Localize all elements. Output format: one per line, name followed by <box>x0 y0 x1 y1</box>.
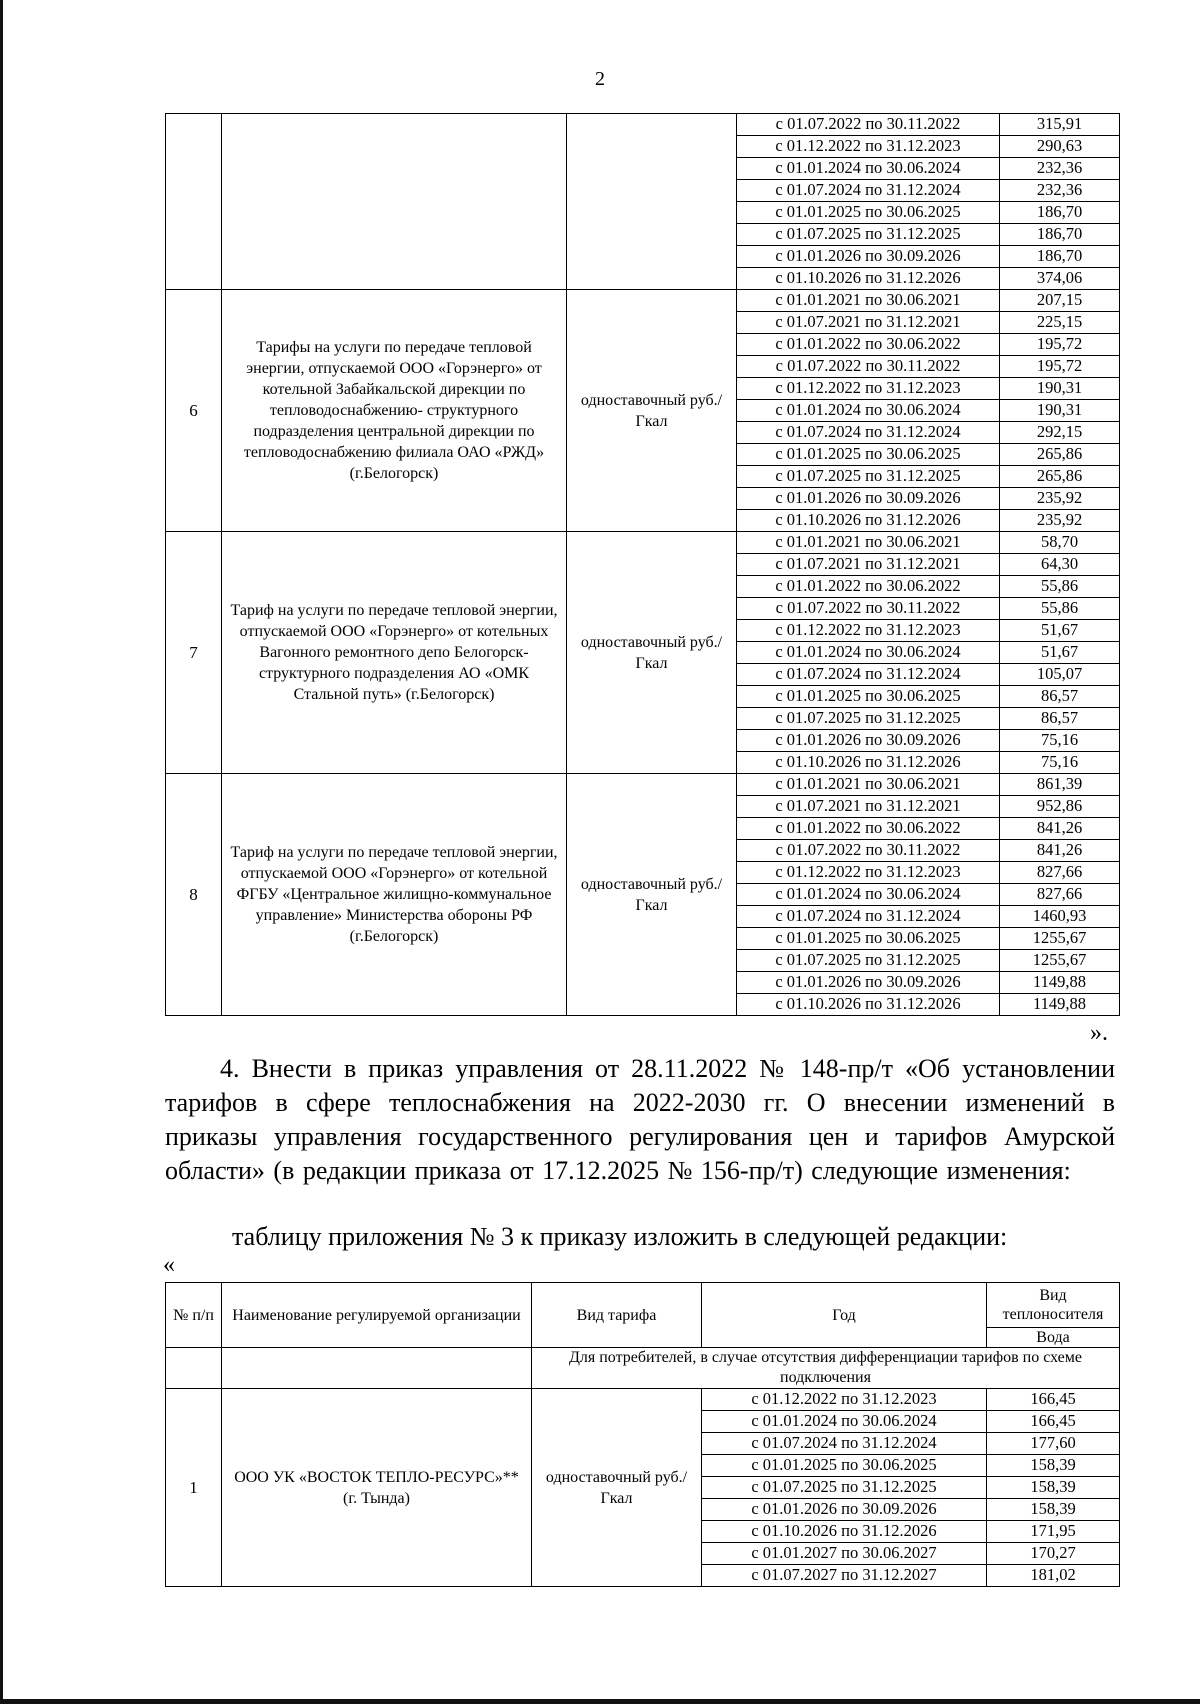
tariff-kind <box>567 114 737 290</box>
tariff-value-cell: 166,45 <box>987 1411 1120 1433</box>
table-row <box>166 532 1120 554</box>
header-carrier: Вид теплоносителя <box>987 1283 1120 1328</box>
period-cell: с 01.07.2024 по 31.12.2024 <box>737 664 1000 686</box>
appendix3-table <box>165 1282 1120 1587</box>
period-cell: с 01.01.2025 по 30.06.2025 <box>737 444 1000 466</box>
tariff-kind: одноставочный руб./Гкал <box>567 774 737 1016</box>
row-number: 7 <box>166 532 222 774</box>
period-cell: с 01.12.2022 по 31.12.2023 <box>702 1389 987 1411</box>
tariff-value-cell: 827,66 <box>1000 884 1120 906</box>
table-row <box>166 774 1120 796</box>
period-cell: с 01.07.2022 по 30.11.2022 <box>737 356 1000 378</box>
tariff-value-cell: 861,39 <box>1000 774 1120 796</box>
tariff-value-cell: 235,92 <box>1000 510 1120 532</box>
tariff-value-cell: 207,15 <box>1000 290 1120 312</box>
period-cell: с 01.07.2021 по 31.12.2021 <box>737 312 1000 334</box>
period-cell: с 01.01.2025 по 30.06.2025 <box>737 686 1000 708</box>
period-cell: с 01.07.2025 по 31.12.2025 <box>737 950 1000 972</box>
tariff-value-cell: 171,95 <box>987 1521 1120 1543</box>
period-cell: с 01.01.2022 по 30.06.2022 <box>737 576 1000 598</box>
period-cell: с 01.07.2022 по 30.11.2022 <box>737 114 1000 136</box>
period-cell: с 01.01.2026 по 30.09.2026 <box>702 1499 987 1521</box>
tariff-value-cell: 177,60 <box>987 1433 1120 1455</box>
tariff-value-cell: 75,16 <box>1000 752 1120 774</box>
tariff-value-cell: 190,31 <box>1000 378 1120 400</box>
period-cell: с 01.12.2022 по 31.12.2023 <box>737 378 1000 400</box>
tariff-value-cell: 290,63 <box>1000 136 1120 158</box>
tariff-value-cell: 190,31 <box>1000 400 1120 422</box>
table-row <box>166 290 1120 312</box>
tariff-value-cell: 1460,93 <box>1000 906 1120 928</box>
tariff-kind: одноставочный руб./Гкал <box>567 290 737 532</box>
tariff-value-cell: 195,72 <box>1000 356 1120 378</box>
tariff-value-cell: 315,91 <box>1000 114 1120 136</box>
tariff-value-cell: 51,67 <box>1000 642 1120 664</box>
period-cell: с 01.10.2026 по 31.12.2026 <box>737 510 1000 532</box>
tariff-value-cell: 166,45 <box>987 1389 1120 1411</box>
table-row <box>166 1389 1120 1411</box>
tariff-value-cell: 235,92 <box>1000 488 1120 510</box>
tariff-value-cell: 232,36 <box>1000 180 1120 202</box>
organization-name: ООО УК «ВОСТОК ТЕПЛО-РЕСУРС»** (г. Тында) <box>222 1389 532 1587</box>
row-number: 1 <box>166 1389 222 1587</box>
tariff-value-cell: 181,02 <box>987 1565 1120 1587</box>
period-cell: с 01.07.2021 по 31.12.2021 <box>737 796 1000 818</box>
tariff-value-cell: 1149,88 <box>1000 972 1120 994</box>
tariff-value-cell: 86,57 <box>1000 686 1120 708</box>
tariff-value-cell: 1255,67 <box>1000 950 1120 972</box>
tariff-value-cell: 186,70 <box>1000 224 1120 246</box>
period-cell: с 01.01.2024 по 30.06.2024 <box>737 884 1000 906</box>
period-cell: с 01.07.2024 по 31.12.2024 <box>737 422 1000 444</box>
period-cell: с 01.01.2022 по 30.06.2022 <box>737 334 1000 356</box>
organization-name: Тариф на услуги по передаче тепловой энергии, отпускаемой ООО «Горэнерго» от котельных Вагонного ремонтного депо Белогорск-структурного подразделения АО «ОМК Стальной путь» (г.Белогорск) <box>222 532 567 774</box>
period-cell: с 01.07.2027 по 31.12.2027 <box>702 1565 987 1587</box>
period-cell: с 01.01.2024 по 30.06.2024 <box>737 642 1000 664</box>
tariff-value-cell: 64,30 <box>1000 554 1120 576</box>
period-cell: с 01.10.2026 по 31.12.2026 <box>737 994 1000 1016</box>
tariff-value-cell: 1149,88 <box>1000 994 1120 1016</box>
period-cell: с 01.07.2024 по 31.12.2024 <box>737 906 1000 928</box>
instruction-line: таблицу приложения № 3 к приказу изложить в следующей редакции: <box>232 1222 1008 1251</box>
page-number: 2 <box>595 68 605 90</box>
closing-quote: ». <box>1090 1020 1108 1046</box>
tariff-value-cell: 841,26 <box>1000 818 1120 840</box>
tariff-value-cell: 55,86 <box>1000 598 1120 620</box>
tariff-value-cell: 374,06 <box>1000 268 1120 290</box>
tariff-value-cell: 195,72 <box>1000 334 1120 356</box>
period-cell: с 01.01.2024 по 30.06.2024 <box>737 400 1000 422</box>
opening-quote: « <box>163 1252 175 1278</box>
period-cell: с 01.07.2024 по 31.12.2024 <box>702 1433 987 1455</box>
header-year: Год <box>702 1283 987 1348</box>
period-cell: с 01.07.2025 по 31.12.2025 <box>737 224 1000 246</box>
tariff-value-cell: 186,70 <box>1000 202 1120 224</box>
period-cell: с 01.01.2025 по 30.06.2025 <box>737 928 1000 950</box>
period-cell: с 01.01.2025 по 30.06.2025 <box>702 1455 987 1477</box>
period-cell: с 01.10.2026 по 31.12.2026 <box>702 1521 987 1543</box>
tariff-value-cell: 158,39 <box>987 1477 1120 1499</box>
period-cell: с 01.01.2021 по 30.06.2021 <box>737 532 1000 554</box>
header-org: Наименование регулируемой организации <box>222 1283 532 1348</box>
period-cell: с 01.10.2026 по 31.12.2026 <box>737 752 1000 774</box>
tariff-value-cell: 1255,67 <box>1000 928 1120 950</box>
tariff-value-cell: 170,27 <box>987 1543 1120 1565</box>
row-number: 6 <box>166 290 222 532</box>
table-row <box>166 114 1120 136</box>
period-cell: с 01.07.2025 по 31.12.2025 <box>737 708 1000 730</box>
tariff-value-cell: 86,57 <box>1000 708 1120 730</box>
period-cell: с 01.07.2022 по 30.11.2022 <box>737 840 1000 862</box>
tariff-value-cell: 827,66 <box>1000 862 1120 884</box>
scan-border-left <box>0 0 3 1704</box>
period-cell: с 01.07.2021 по 31.12.2021 <box>737 554 1000 576</box>
period-cell: с 01.01.2024 по 30.06.2024 <box>702 1411 987 1433</box>
tariff-value-cell: 58,70 <box>1000 532 1120 554</box>
tariff-kind: одноставочный руб./Гкал <box>567 532 737 774</box>
header-carrier-water: Вода <box>987 1328 1120 1348</box>
period-cell: с 01.01.2021 по 30.06.2021 <box>737 290 1000 312</box>
tariff-table-continued <box>165 113 1120 1016</box>
scan-border-bottom <box>0 1699 1200 1704</box>
period-cell: с 01.01.2026 по 30.09.2026 <box>737 246 1000 268</box>
tariff-value-cell: 51,67 <box>1000 620 1120 642</box>
tariff-value-cell: 55,86 <box>1000 576 1120 598</box>
tariff-value-cell: 225,15 <box>1000 312 1120 334</box>
tariff-value-cell: 232,36 <box>1000 158 1120 180</box>
period-cell: с 01.01.2021 по 30.06.2021 <box>737 774 1000 796</box>
tariff-value-cell: 186,70 <box>1000 246 1120 268</box>
subheader-empty-num <box>166 1348 222 1389</box>
period-cell: с 01.07.2025 по 31.12.2025 <box>702 1477 987 1499</box>
period-cell: с 01.12.2022 по 31.12.2023 <box>737 136 1000 158</box>
period-cell: с 01.01.2025 по 30.06.2025 <box>737 202 1000 224</box>
period-cell: с 01.12.2022 по 31.12.2023 <box>737 862 1000 884</box>
period-cell: с 01.01.2026 по 30.09.2026 <box>737 730 1000 752</box>
row-number <box>166 114 222 290</box>
tariff-value-cell: 105,07 <box>1000 664 1120 686</box>
subheader-consumers: Для потребителей, в случае отсутствия дифференциации тарифов по схеме подключения <box>532 1348 1120 1389</box>
period-cell: с 01.07.2022 по 30.11.2022 <box>737 598 1000 620</box>
period-cell: с 01.01.2027 по 30.06.2027 <box>702 1543 987 1565</box>
organization-name: Тариф на услуги по передаче тепловой энергии, отпускаемой ООО «Горэнерго» от котельной ФГБУ «Центральное жилищно-коммунальное управление» Министерства обороны РФ (г.Белогорск) <box>222 774 567 1016</box>
tariff-value-cell: 265,86 <box>1000 466 1120 488</box>
period-cell: с 01.01.2026 по 30.09.2026 <box>737 972 1000 994</box>
tariff-value-cell: 265,86 <box>1000 444 1120 466</box>
period-cell: с 01.01.2022 по 30.06.2022 <box>737 818 1000 840</box>
row-number: 8 <box>166 774 222 1016</box>
period-cell: с 01.01.2024 по 30.06.2024 <box>737 158 1000 180</box>
period-cell: с 01.07.2025 по 31.12.2025 <box>737 466 1000 488</box>
period-cell: с 01.07.2024 по 31.12.2024 <box>737 180 1000 202</box>
organization-name <box>222 114 567 290</box>
organization-name: Тарифы на услуги по передаче тепловой энергии, отпускаемой ООО «Горэнерго» от котельной Забайкальской дирекции по тепловодоснабжению- структурного подразделения центральной дирекции по тепловодоснабжению филиала ОАО «РЖД» (г.Белогорск) <box>222 290 567 532</box>
tariff-value-cell: 75,16 <box>1000 730 1120 752</box>
tariff-kind: одноставочный руб./Гкал <box>532 1389 702 1587</box>
header-num: № п/п <box>166 1283 222 1348</box>
period-cell: с 01.10.2026 по 31.12.2026 <box>737 268 1000 290</box>
tariff-value-cell: 158,39 <box>987 1499 1120 1521</box>
tariff-value-cell: 952,86 <box>1000 796 1120 818</box>
subheader-empty-org <box>222 1348 532 1389</box>
period-cell: с 01.01.2026 по 30.09.2026 <box>737 488 1000 510</box>
header-kind: Вид тарифа <box>532 1283 702 1348</box>
paragraph-4: 4. Внести в приказ управления от 28.11.2022 № 148-пр/т «Об установлении тарифов в сфере теплоснабжения на 2022-2030 гг. О внесении изменений в приказы управления государственного регулирования цен и тарифов Амурской области» (в редакции приказа от 17.12.2025 № 156-пр/т) следующие изменения: <box>165 1054 1115 1185</box>
tariff-value-cell: 292,15 <box>1000 422 1120 444</box>
period-cell: с 01.12.2022 по 31.12.2023 <box>737 620 1000 642</box>
tariff-value-cell: 158,39 <box>987 1455 1120 1477</box>
tariff-value-cell: 841,26 <box>1000 840 1120 862</box>
